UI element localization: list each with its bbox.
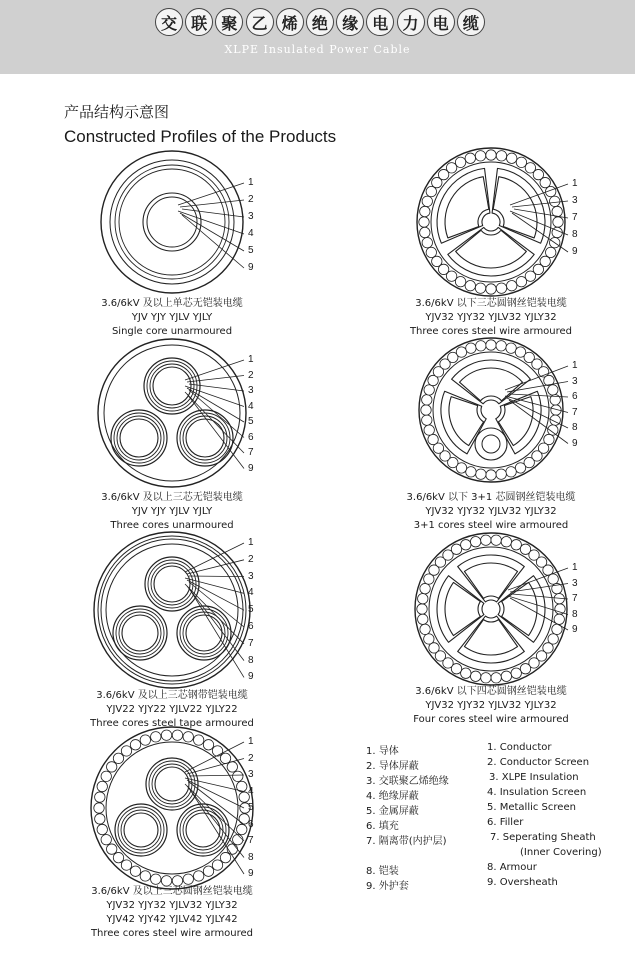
diagram-caption-line: 3.6/6kV 及以上单芯无铠装电缆 xyxy=(101,298,243,309)
layer-number-label: 6 xyxy=(248,431,254,443)
armour-wire xyxy=(420,624,430,634)
armour-wire xyxy=(233,771,243,781)
layer-number-label: 1 xyxy=(572,360,578,371)
armour-wire xyxy=(465,153,475,163)
core-layer-ring xyxy=(121,810,161,850)
layer-number-label: 9 xyxy=(248,868,254,879)
armour-wire xyxy=(121,746,131,756)
metallic-screen-ring xyxy=(110,160,234,284)
section-heading-en: Constructed Profiles of the Products xyxy=(64,127,337,146)
layer-number-label: 5 xyxy=(248,802,254,813)
armour-wire xyxy=(101,771,111,781)
core-conductor xyxy=(154,566,190,602)
armour-wire xyxy=(552,206,562,216)
conductor-screen-ring xyxy=(143,193,201,251)
diagram-caption-line: 3.6/6kV 及以上三芯圆钢丝铠装电缆 xyxy=(91,886,253,897)
core-layer-ring xyxy=(151,563,193,605)
diagram-caption-line: Four cores steel wire armoured xyxy=(413,714,569,725)
armour-wire xyxy=(545,247,555,257)
legend-en-item: 3. XLPE Insulation xyxy=(489,772,579,783)
layer-number-label: 3 xyxy=(572,195,578,206)
armour-wire xyxy=(97,781,107,791)
armour-wire xyxy=(212,746,222,756)
title-char: 缆 xyxy=(457,8,485,36)
armour-wire xyxy=(506,343,516,353)
legend-en-item: (Inner Covering) xyxy=(520,847,602,858)
insulation-screen-ring xyxy=(115,165,229,279)
section-heading-cn: 产品结构示意图 xyxy=(64,103,170,121)
layer-number-label: 3 xyxy=(248,211,254,222)
layer-number-label: 5 xyxy=(248,245,254,256)
leader-line xyxy=(187,786,244,858)
armour-wire xyxy=(486,340,496,350)
armour-wire xyxy=(203,866,213,876)
layer-number-label: 4 xyxy=(248,785,254,797)
armour-wire xyxy=(106,844,116,854)
legend-cn-item: 4. 绝缘屏蔽 xyxy=(366,791,419,802)
armour-wire xyxy=(95,792,105,802)
armour-wire xyxy=(426,186,436,196)
diagram-caption-line: Single core unarmoured xyxy=(111,326,233,337)
armour-wire xyxy=(161,730,171,740)
armour-wire xyxy=(161,876,171,886)
diagram-caption-line: 3.6/6kV 及以上三芯无铠装电缆 xyxy=(101,492,243,503)
armour-wire xyxy=(501,671,511,681)
inner-covering-ring xyxy=(106,742,238,874)
layer-number-label: 7 xyxy=(248,637,254,649)
armour-wire xyxy=(140,871,150,881)
armour-wire xyxy=(548,574,558,584)
layer-number-label: 1 xyxy=(248,736,254,747)
layer-number-label: 8 xyxy=(248,851,254,863)
layer-number-label: 4 xyxy=(248,587,254,599)
armour-wire xyxy=(461,540,471,550)
armour-wire xyxy=(422,238,432,248)
armour-wire xyxy=(470,537,480,547)
title-char: 电 xyxy=(427,8,455,36)
armour-wire xyxy=(432,256,442,266)
legend-en-item: 9. Oversheath xyxy=(487,877,558,888)
layer-number-label: 7 xyxy=(248,447,254,458)
core-outer-ring xyxy=(177,410,233,466)
armour-wire xyxy=(525,271,535,281)
diagram-caption-line: YJV32 YJY32 YJLV32 YJLY32 xyxy=(425,312,557,323)
layer-number-label: 9 xyxy=(572,624,578,635)
armour-wire xyxy=(420,583,430,593)
armour-wire xyxy=(555,604,565,614)
armour-wire xyxy=(511,540,521,550)
armour-wire xyxy=(227,844,237,854)
armour-wire xyxy=(511,668,521,678)
armour-wire xyxy=(183,732,193,742)
core-layer-ring xyxy=(180,609,228,657)
core-outer-ring xyxy=(177,804,229,856)
oversheath-ring xyxy=(94,532,250,688)
layer-number-label: 5 xyxy=(248,416,254,427)
layer-number-label: 7 xyxy=(248,835,254,846)
neutral-core-ring xyxy=(475,428,507,460)
armour-wire xyxy=(113,852,123,862)
diagram-caption-line: YJV32 YJY32 YJLV32 YJLY32 xyxy=(106,900,238,911)
armour-wire xyxy=(101,834,111,844)
core-outer-ring xyxy=(146,758,198,810)
armour-wire xyxy=(516,157,526,167)
core-layer-ring xyxy=(114,413,164,463)
title-char: 缘 xyxy=(336,8,364,36)
title-char: 电 xyxy=(366,8,394,36)
layer-number-label: 9 xyxy=(572,437,578,449)
armour-wire xyxy=(422,395,432,405)
layer-number-label: 2 xyxy=(248,194,254,205)
legend-cn-item: 3. 交联聚乙烯绝缘 xyxy=(366,776,449,787)
core-layer-ring xyxy=(148,560,196,608)
leader-line xyxy=(185,360,244,380)
layer-number-label: 7 xyxy=(572,406,578,418)
armour-wire xyxy=(94,803,104,813)
armour-wire xyxy=(461,668,471,678)
armour-wire xyxy=(496,341,506,351)
armour-wire xyxy=(422,415,432,425)
layer-number-label: 9 xyxy=(248,671,254,683)
legend-cn-item: 9. 外护套 xyxy=(366,881,409,892)
neutral-conductor xyxy=(482,435,500,453)
armour-wire xyxy=(421,405,431,415)
layer-number-label: 9 xyxy=(248,462,254,474)
layer-number-label: 1 xyxy=(248,354,254,365)
inner-covering-ring xyxy=(104,345,240,481)
armour-wire xyxy=(237,824,247,834)
legend-en-item: 1. Conductor xyxy=(487,742,552,753)
diagram-caption-line: Three cores steel wire armoured xyxy=(90,928,254,939)
header-subtitle: XLPE Insulated Power Cable xyxy=(224,43,411,56)
core-conductor xyxy=(186,813,220,847)
armour-wire xyxy=(501,537,511,547)
title-char: 力 xyxy=(397,8,425,36)
conductor-ring xyxy=(147,197,197,247)
title-char: 联 xyxy=(185,8,213,36)
layer-number-label: 1 xyxy=(572,562,578,573)
armour-wire xyxy=(172,876,182,886)
armour-wire xyxy=(520,664,530,674)
layer-number-label: 8 xyxy=(572,608,578,620)
diagram-caption-line: YJV YJY YJLV YJLY xyxy=(131,312,213,323)
legend-en-item: 5. Metallic Screen xyxy=(487,802,576,813)
sector-core-inner xyxy=(464,620,517,655)
armour-wire xyxy=(475,283,485,293)
core-layer-ring xyxy=(119,612,161,654)
armour-wire xyxy=(548,385,558,395)
armour-wire xyxy=(506,467,516,477)
armour-wire xyxy=(486,284,496,294)
core-layer-ring xyxy=(152,764,192,804)
title-char: 乙 xyxy=(246,8,274,36)
armour-wire xyxy=(420,227,430,237)
core-layer-ring xyxy=(183,810,223,850)
armour-wire xyxy=(507,281,517,291)
core-layer-ring xyxy=(150,364,194,408)
armour-wire xyxy=(418,594,428,604)
armour-wire xyxy=(193,735,203,745)
legend-en-item: 2. Conductor Screen xyxy=(487,757,590,768)
armour-wire xyxy=(455,157,465,167)
diagram-caption-line: 3.6/6kV 以下四芯圆钢丝铠装电缆 xyxy=(415,686,567,697)
core-layer-ring xyxy=(117,416,161,460)
armour-wire xyxy=(193,871,203,881)
armour-wire xyxy=(220,852,230,862)
leader-line xyxy=(189,782,244,825)
layer-number-label: 8 xyxy=(248,654,254,666)
armour-wire xyxy=(424,634,434,644)
diagram-caption-line: 3.6/6kV 及以上三芯钢带铠装电缆 xyxy=(96,690,248,701)
title-char: 交 xyxy=(155,8,183,36)
armour-wire xyxy=(451,544,461,554)
core-layer-ring xyxy=(118,807,164,853)
diagram-caption-line: YJV42 YJY42 YJLV42 YJLY42 xyxy=(106,914,238,925)
layer-number-label: 7 xyxy=(572,593,578,604)
oversheath-ring xyxy=(101,151,243,293)
armour-wire xyxy=(151,874,161,884)
armour-wire xyxy=(227,762,237,772)
armour-wire xyxy=(496,151,506,161)
armour-wire xyxy=(233,834,243,844)
armour-wire xyxy=(106,762,116,772)
legend-en-item: 7. Seperating Sheath xyxy=(490,832,596,843)
armour-wire xyxy=(540,177,550,187)
diagram-caption-line: YJV22 YJY22 YJLV22 YJLY22 xyxy=(106,704,238,715)
armour-wire xyxy=(426,247,436,257)
armour-wire xyxy=(491,673,501,683)
layer-number-label: 3 xyxy=(572,577,578,589)
layer-number-label: 3 xyxy=(248,570,254,582)
armour-wire xyxy=(419,217,429,227)
armour-wire xyxy=(172,730,182,740)
layer-number-label: 7 xyxy=(572,212,578,223)
core-layer-ring xyxy=(147,361,197,411)
core-outer-ring xyxy=(144,358,200,414)
core-layer-ring xyxy=(116,609,164,657)
armour-wire xyxy=(455,276,465,286)
armour-wire xyxy=(417,604,427,614)
layer-number-label: 2 xyxy=(248,752,254,764)
core-conductor xyxy=(186,419,224,457)
layer-number-label: 4 xyxy=(248,400,254,412)
layer-number-label: 8 xyxy=(572,229,578,240)
layer-number-label: 3 xyxy=(572,375,578,387)
armour-wire xyxy=(515,463,525,473)
legend-en-item: 6. Filler xyxy=(487,817,524,828)
layer-number-label: 4 xyxy=(248,228,254,239)
legend-cn-item: 7. 隔离带(内护层) xyxy=(366,836,447,847)
armour-wire xyxy=(428,434,438,444)
armour-wire xyxy=(420,206,430,216)
sector-core-inner xyxy=(445,582,480,635)
leader-line xyxy=(189,588,244,677)
armour-wire xyxy=(424,385,434,395)
armour-wire xyxy=(466,467,476,477)
armour-wire xyxy=(491,535,501,545)
layer-number-label: 1 xyxy=(248,177,254,188)
core-conductor xyxy=(122,615,158,651)
legend-cn-item: 1. 导体 xyxy=(366,746,399,757)
armour-wire xyxy=(553,217,563,227)
diagram-caption-line: Three cores steel tape armoured xyxy=(90,718,254,729)
legend-en-item: 8. Armour xyxy=(487,862,537,873)
layer-number-label: 3 xyxy=(248,769,254,780)
armour-wire xyxy=(130,866,140,876)
armour-wire xyxy=(95,814,105,824)
armour-wire xyxy=(424,425,434,435)
armour-wire xyxy=(476,469,486,479)
armour-wire xyxy=(481,673,491,683)
leader-line xyxy=(185,584,244,644)
armour-wire xyxy=(475,151,485,161)
legend-cn-item: 8. 铠装 xyxy=(366,866,399,877)
layer-number-label: 1 xyxy=(572,178,578,189)
core-outer-ring xyxy=(115,804,167,856)
diagram-caption-line: 3+1 cores steel wire armoured xyxy=(413,520,569,531)
core-layer-ring xyxy=(180,807,226,853)
armour-wire xyxy=(220,753,230,763)
armour-wire xyxy=(550,196,560,206)
layer-number-label: 6 xyxy=(572,391,578,402)
diagram-caption-line: Three cores steel wire armoured xyxy=(409,326,573,337)
armour-wire xyxy=(140,735,150,745)
armour-wire xyxy=(470,671,480,681)
armour-wire xyxy=(183,874,193,884)
armour-wire xyxy=(422,196,432,206)
core-layer-ring xyxy=(149,761,195,807)
armour-wire xyxy=(203,740,213,750)
layer-number-label: 9 xyxy=(572,246,578,257)
sector-core-inner xyxy=(464,563,517,598)
armour-wire xyxy=(481,535,491,545)
core-outer-ring xyxy=(111,410,167,466)
legend-en-item: 4. Insulation Screen xyxy=(487,787,587,798)
legend-cn-item: 2. 导体屏蔽 xyxy=(366,761,419,772)
layer-number-label: 8 xyxy=(572,422,578,433)
diagram-caption-line: 3.6/6kV 以下三芯圆钢丝铠装电缆 xyxy=(415,298,567,309)
layer-number-label: 9 xyxy=(248,262,254,273)
armour-wire xyxy=(465,281,475,291)
core-conductor xyxy=(155,767,189,801)
armour-wire xyxy=(456,347,466,357)
diagram-caption-line: YJV32 YJY32 YJLV32 YJLY32 xyxy=(425,700,557,711)
leader-line xyxy=(189,576,244,577)
armour-wire xyxy=(151,732,161,742)
armour-wire xyxy=(446,163,456,173)
title-char: 聚 xyxy=(215,8,243,36)
layer-number-label: 6 xyxy=(248,621,254,632)
armour-wire xyxy=(121,860,131,870)
title-char: 烯 xyxy=(276,8,304,36)
armour-wire xyxy=(496,469,506,479)
legend-cn-item: 5. 金属屏蔽 xyxy=(366,806,419,817)
title-char: 绝 xyxy=(306,8,334,36)
diagram-caption-line: YJV YJY YJLV YJLY xyxy=(131,506,213,517)
oversheath-ring xyxy=(91,727,253,889)
layer-number-label: 5 xyxy=(248,604,254,616)
legend-cn-item: 6. 填充 xyxy=(366,821,399,832)
layer-number-label: 1 xyxy=(248,537,254,548)
armour-wire xyxy=(113,753,123,763)
layer-number-label: 3 xyxy=(248,385,254,396)
diagram-caption-line: Three cores unarmoured xyxy=(110,520,234,531)
layer-number-label: 2 xyxy=(248,369,254,381)
armour-wire xyxy=(516,276,526,286)
armour-wire xyxy=(486,150,496,160)
armour-wire xyxy=(496,283,506,293)
core-layer-ring xyxy=(180,413,230,463)
diagram-caption-line: 3.6/6kV 以下 3+1 芯圆钢丝铠装电缆 xyxy=(406,492,576,503)
core-outer-ring xyxy=(113,606,167,660)
armour-wire xyxy=(466,343,476,353)
diagram-caption-line: YJV32 YJY32 YJLV32 YJLY32 xyxy=(425,506,557,517)
layer-number-label: 6 xyxy=(248,818,254,830)
core-conductor xyxy=(124,813,158,847)
layer-number-label: 2 xyxy=(248,553,254,565)
core-conductor xyxy=(120,419,158,457)
armour-wire xyxy=(97,824,107,834)
armour-wire xyxy=(486,470,496,480)
armour-wire xyxy=(476,341,486,351)
armour-wire xyxy=(418,614,428,624)
armour-wire xyxy=(507,153,517,163)
armour-wire xyxy=(212,860,222,870)
armour-wire xyxy=(130,740,140,750)
